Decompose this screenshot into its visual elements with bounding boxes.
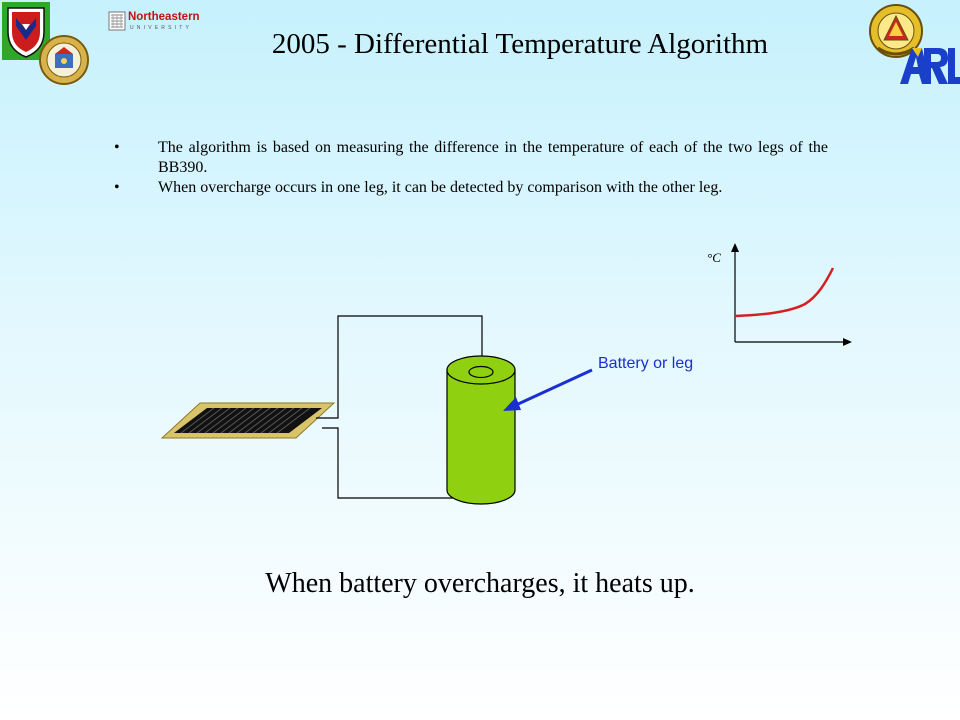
battery-label: Battery or leg bbox=[598, 355, 694, 372]
graph-unit-label: °C bbox=[707, 250, 721, 265]
bullet-item: • When overcharge occurs in one leg, it can be detected by comparison with the other leg. bbox=[110, 178, 828, 198]
slide-title: 2005 - Differential Temperature Algorithm bbox=[271, 28, 769, 60]
battery-pointer-arrow bbox=[503, 370, 592, 411]
solar-panel bbox=[162, 403, 334, 438]
northeastern-wordmark: Northeastern bbox=[128, 11, 200, 23]
northeastern-subtitle: UNIVERSITY bbox=[130, 25, 193, 31]
bullet-item: • The algorithm is based on measuring the difference in the temperature of each of the two legs of the BB390. bbox=[110, 138, 828, 178]
battery-cylinder bbox=[447, 356, 515, 504]
temperature-graph bbox=[731, 243, 852, 346]
slide-caption: When battery overcharges, it heats up. bbox=[265, 568, 695, 599]
